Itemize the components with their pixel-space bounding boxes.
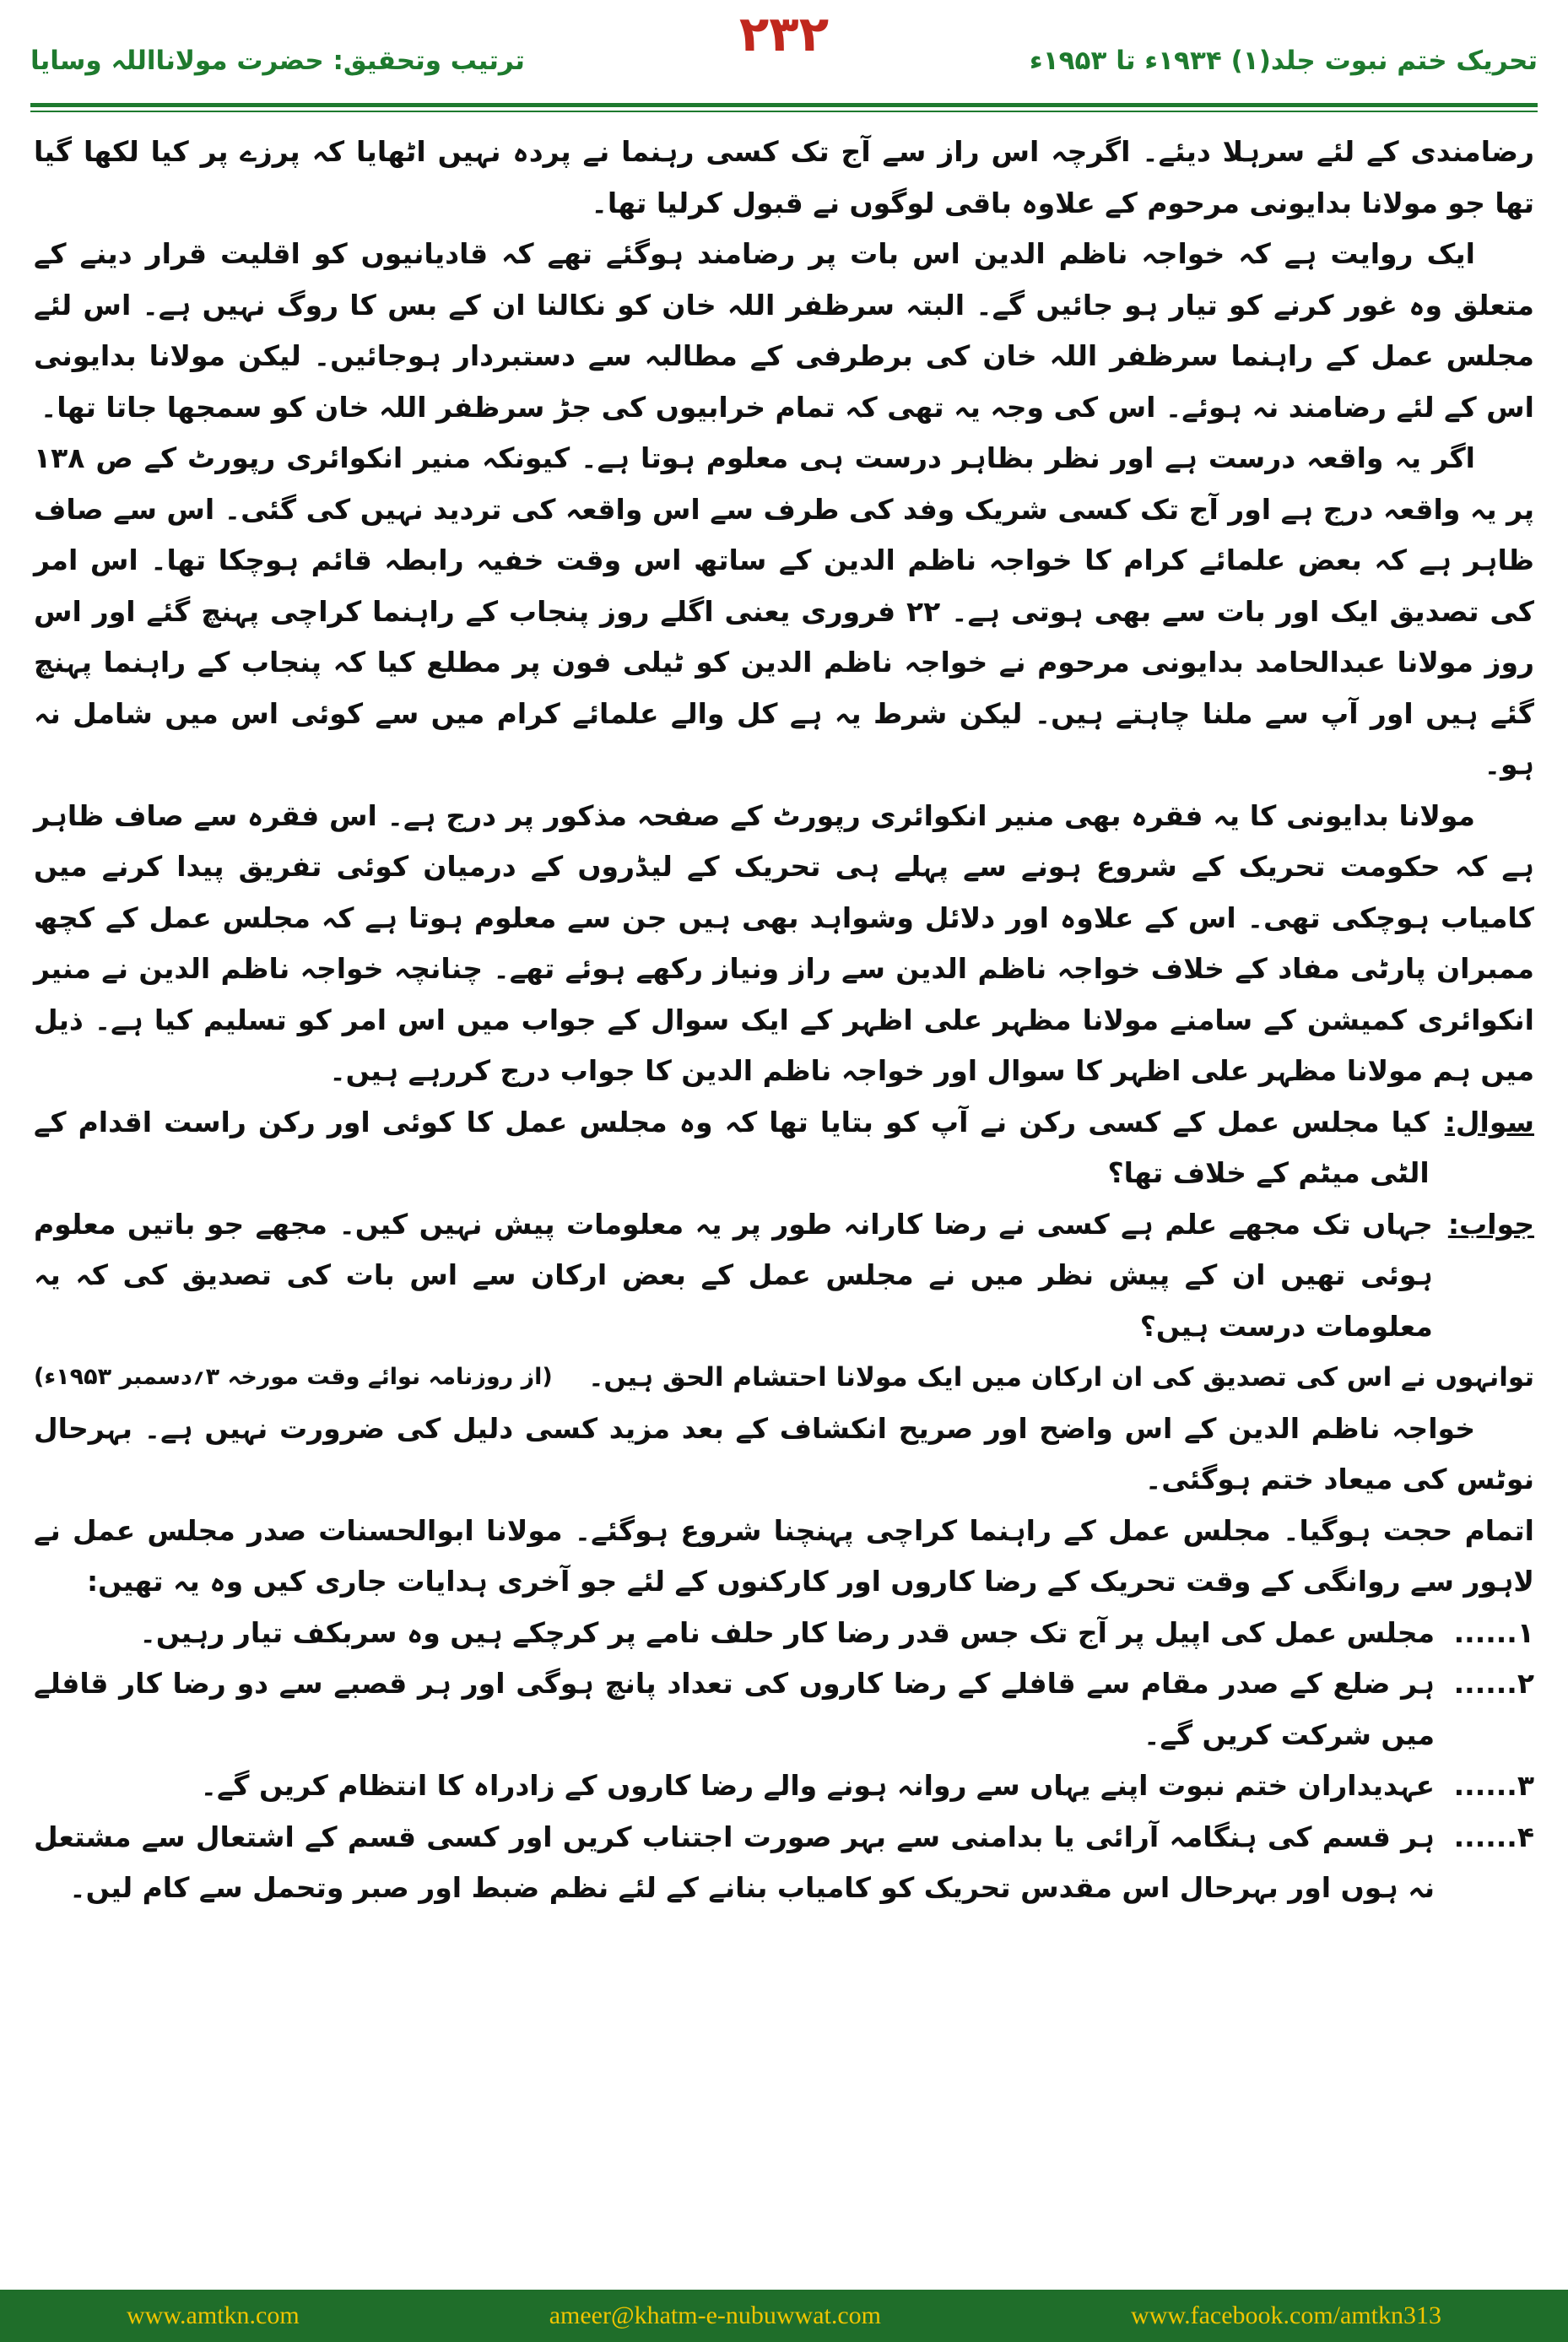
answer-block <box>34 1199 1534 1353</box>
answer-confirmation: توانہوں نے اس کی تصدیق کی ان ارکان میں ایک مولانا احتشام الحق ہیں۔ <box>588 1362 1534 1393</box>
instruction-item <box>34 1608 1534 1659</box>
paragraph-3: اگر یہ واقعہ درست ہے اور نظر بظاہر درست ہی معلوم ہوتا ہے۔ کیونکہ منیر انکوائری رپورٹ کے ص ۱۳۸ پر یہ واقعہ درج ہے اور آج تک کسی شریک وفد کی طرف سے اس واقعہ کی تردید نہیں کی گئی۔ اس سے صاف ظاہر ہے کہ بعض علمائے کرام کا خواجہ ناظم الدین کے ساتھ اس وقت خفیہ رابطہ قائم ہوچکا تھا۔ اس امر کی تصدیق ایک اور بات سے بھی ہوتی ہے۔ ۲۲ فروری یعنی اگلے روز پنجاب کے راہنما کراچی پہنچ گئے اور اس روز مولانا عبدالحامد بدایونی مرحوم نے خواجہ ناظم الدین کو ٹیلی فون پر مطلع کیا کہ پنجاب کے راہنما پہنچ گئے ہیں اور آپ سے ملنا چاہتے ہیں۔ لیکن شرط یہ ہے کل والے علمائے کرام میں سے کوئی اس میں شامل نہ ہو۔ <box>34 441 1534 781</box>
paragraph-1: رضامندی کے لئے سرہلا دیئے۔ اگرچہ اس راز سے آج تک کسی رہنما نے پردہ نہیں اٹھایا کہ پرزے پر کیا لکھا گیا تھا جو مولانا بدایونی مرحوم کے علاوہ باقی لوگوں نے قبول کرلیا تھا۔ <box>34 135 1534 219</box>
compiler-credit: ترتیب وتحقیق: حضرت مولانااللہ وسایا <box>30 46 525 76</box>
question-text: کیا مجلس عمل کے کسی رکن نے آپ کو بتایا تھا کہ وہ مجلس عمل کا کوئی اور رکن راست اقدام کے الٹی میٹم کے خلاف تھا؟ <box>34 1105 1430 1189</box>
instruction-number: ۲...... <box>1453 1667 1534 1700</box>
header-divider-thin <box>30 111 1538 112</box>
page-body <box>34 127 1534 1914</box>
page-number: ۲۳۲ <box>738 5 830 62</box>
question-label: سوال: <box>1444 1105 1534 1139</box>
answer-text: جہاں تک مجھے علم ہے کسی نے رضا کارانہ طور پر یہ معلومات پیش نہیں کیں۔ مجھے جو باتیں معلوم ہوئی تھیں ان کے پیش نظر میں نے مجلس عمل کے بعض ارکان سے اس بات کی تصدیق کی کہ یہ معلومات درست ہیں؟ <box>34 1207 1433 1343</box>
instruction-text: مجلس عمل کی اپیل پر آج تک جس قدر رضا کار حلف نامے پر کرچکے ہیں وہ سربکف تیار رہیں۔ <box>139 1615 1435 1649</box>
instruction-text: ہر ضلع کے صدر مقام سے قافلے کے رضا کاروں کی تعداد پانچ ہوگی اور ہر قصبے سے دو رضا کار قافلے میں شرکت کریں گے۔ <box>34 1667 1435 1751</box>
paragraph-5: خواجہ ناظم الدین کے اس واضح اور صریح انکشاف کے بعد مزید کسی دلیل کی ضرورت نہیں ہے۔ بہرحال نوٹس کی میعاد ختم ہوگئی۔ <box>34 1411 1534 1496</box>
instruction-number: ۳...... <box>1453 1769 1534 1802</box>
book-title: تحریک ختم نبوت جلد(۱) ۱۹۳۴ء تا ۱۹۵۳ء <box>1029 46 1538 76</box>
instruction-number: ۴...... <box>1453 1820 1534 1853</box>
instruction-item <box>34 1812 1534 1914</box>
header-divider <box>30 103 1538 107</box>
page-footer <box>0 2290 1568 2342</box>
answer-confirmation-line <box>34 1352 1534 1404</box>
website-link[interactable]: www.amtkn.com <box>127 2301 300 2329</box>
instruction-text: ہر قسم کی ہنگامہ آرائی یا بدامنی سے بہر صورت اجتناب کریں اور کسی قسم کے اشتعال سے مشتعل نہ ہوں اور بہرحال اس مقدس تحریک کو کامیاب بنانے کے لئے نظم ضبط اور صبر وتحمل سے کام لیں۔ <box>34 1820 1435 1904</box>
question-block <box>34 1097 1534 1199</box>
instruction-item <box>34 1658 1534 1761</box>
instruction-number: ۱...... <box>1453 1615 1534 1649</box>
source-citation: (از روزنامہ نوائے وقت مورخہ ۳؍دسمبر ۱۹۵۳ء) <box>34 1364 553 1390</box>
paragraph-6: اتمام حجت ہوگیا۔ مجلس عمل کے راہنما کراچی پہنچنا شروع ہوگئے۔ مولانا ابوالحسنات صدر مجلس عمل نے لاہور سے روانگی کے وقت تحریک کے رضا کاروں اور کارکنوں کے لئے جو آخری ہدایات جاری کیں وہ یہ تھیں: <box>34 1513 1534 1598</box>
paragraph-4: مولانا بدایونی کا یہ فقرہ بھی منیر انکوائری رپورٹ کے صفحہ مذکور پر درج ہے۔ اس فقرہ سے صاف ظاہر ہے کہ حکومت تحریک کے شروع ہونے سے پہلے ہی تحریک کے لیڈروں کے درمیان کوئی تفریق پیدا کرنے میں کامیاب ہوچکی تھی۔ اس کے علاوہ اور دلائل وشواہد بھی ہیں جن سے معلوم ہوتا ہے کہ مجلس عمل کے کچھ ممبران پارٹی مفاد کے خلاف خواجہ ناظم الدین سے راز ونیاز رکھے ہوئے تھے۔ چنانچہ خواجہ ناظم الدین نے منیر انکوائری کمیشن کے سامنے مولانا مظہر علی اظہر کے ایک سوال کے جواب میں اس امر کو تسلیم کیا ہے۔ ذیل میں ہم مولانا مظہر علی اظہر کا سوال اور خواجہ ناظم الدین کا جواب درج کررہے ہیں۔ <box>34 798 1534 1087</box>
email-link[interactable]: ameer@khatm-e-nubuwwat.com <box>549 2301 882 2329</box>
answer-label: جواب: <box>1447 1207 1534 1241</box>
paragraph-2: ایک روایت ہے کہ خواجہ ناظم الدین اس بات پر رضامند ہوگئے تھے کہ قادیانیوں کو اقلیت قرار دینے کے متعلق وہ غور کرنے کو تیار ہو جائیں گے۔ البتہ سرظفر اللہ خان کو نکالنا ان کے بس کا روگ نہیں ہے۔ اس لئے مجلس عمل کے راہنما سرظفر اللہ خان کی برطرفی کے مطالبہ سے دستبردار ہوجائیں۔ لیکن مولانا بدایونی اس کے لئے رضامند نہ ہوئے۔ اس کی وجہ یہ تھی کہ تمام خرابیوں کی جڑ سرظفر اللہ خان کو سمجھا جاتا تھا۔ <box>34 237 1534 424</box>
instruction-text: عہدیداران ختم نبوت اپنے یہاں سے روانہ ہونے والے رضا کاروں کے زادراہ کا انتظام کریں گے۔ <box>200 1769 1435 1802</box>
instruction-item <box>34 1761 1534 1812</box>
facebook-link[interactable]: www.facebook.com/amtkn313 <box>1131 2301 1441 2329</box>
